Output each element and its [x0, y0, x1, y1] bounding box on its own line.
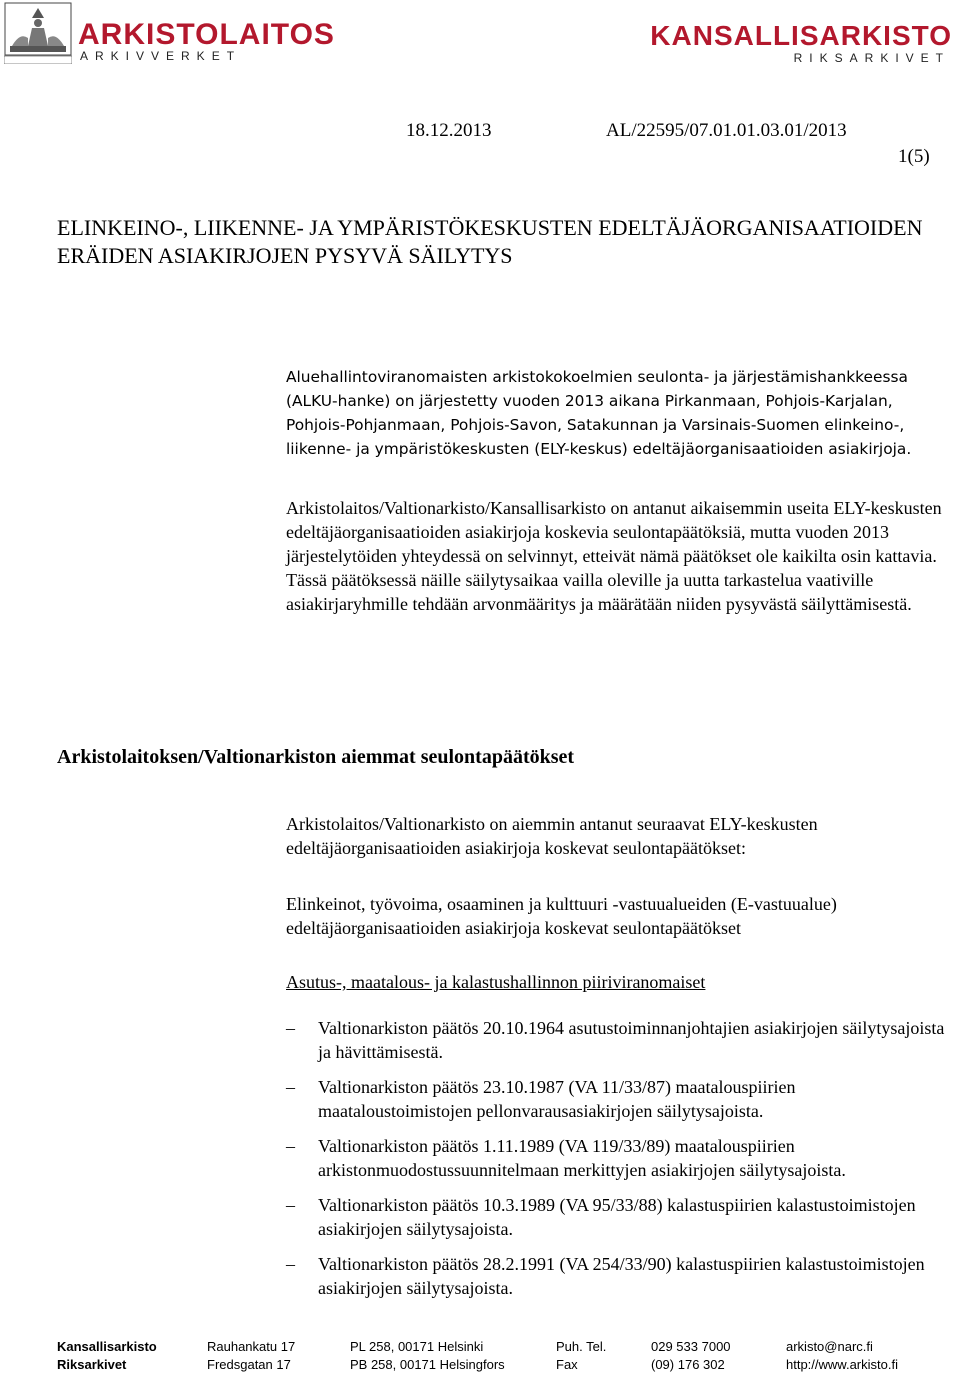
- body-paragraph: Arkistolaitos/Valtionarkisto/Kansallisarkisto on antanut aikaisemmin useita ELY-keskusten edeltäjäorganisaatioiden asiakirjoja koskevia seulontapäätöksiä, mutta vuoden 2013 järjestelytöiden yhteydessä on selvinnyt, etteivät nämä päätökset ole kaikilta osin kattavia. Tässä päätöksessä näille säilytysaikaa vailla oleville ja uutta tarkastelua vaativille asiakirjaryhmille tehdään arvonmääritys ja määrätään niiden pysyvästä säilyttämisestä.: [286, 498, 942, 614]
- footer-street-fi: Rauhankatu 17: [207, 1339, 296, 1354]
- page-number: 1(5): [898, 146, 930, 167]
- footer-email: arkisto@narc.fi: [786, 1339, 873, 1354]
- list-item: [286, 1252, 946, 1300]
- decision-text: Valtionarkiston päätös 28.2.1991 (VA 254/33/90) kalastuspiirien kalastustoimistojen asiakirjojen säilytysajoista.: [318, 1254, 925, 1298]
- decision-text: Valtionarkiston päätös 20.10.1964 asutustoiminnanjohtajien asiakirjojen säilytysajoista ja hävittämisestä.: [318, 1018, 945, 1062]
- intro-paragraph: Aluehallintoviranomaisten arkistokokoelmien seulonta- ja järjestämishankkeessa (ALKU-hanke) on järjestetty vuoden 2013 aikana Pirkanmaan, Pohjois-Karjalan, Pohjois-Pohjanmaan, Pohjois-Savon, Satakunnan ja Varsinais-Suomen elinkeino-, liikenne- ja ympäristökeskusten (ELY-keskus) edeltäjäorganisaatioiden asiakirjoja.: [286, 368, 912, 458]
- footer-phone: 029 533 7000: [651, 1339, 731, 1354]
- authority-heading: Asutus-, maatalous- ja kalastushallinnon piiriviranomaiset: [286, 972, 706, 992]
- decision-text: Valtionarkiston päätös 10.3.1989 (VA 95/33/88) kalastuspiirien kalastustoimistojen asiakirjojen säilytysajoista.: [318, 1195, 916, 1239]
- dash-bullet: –: [286, 1195, 295, 1215]
- footer-street-sv: Fredsgatan 17: [207, 1357, 291, 1372]
- subsection-heading: Elinkeinot, työvoima, osaaminen ja kulttuuri -vastuualueiden (E-vastuualue) edeltäjäorganisaatioiden asiakirjoja koskevat seulontapäätökset: [286, 894, 837, 938]
- dash-bullet: –: [286, 1136, 295, 1156]
- list-item: [286, 1134, 946, 1182]
- archive-seal-icon: [4, 2, 72, 64]
- kansallisarkisto-logo: [650, 20, 956, 66]
- footer-pobox-fi: PL 258, 00171 Helsinki: [350, 1339, 484, 1354]
- page-footer: [0, 1338, 960, 1378]
- document-title: ELINKEINO-, LIIKENNE- JA YMPÄRISTÖKESKUSTEN EDELTÄJÄORGANISAATIOIDEN ERÄIDEN ASIAKIRJOJEN PYSYVÄ SÄILYTYS: [57, 215, 923, 268]
- footer-phone-label: Puh. Tel.: [556, 1339, 607, 1354]
- decision-text: Valtionarkiston päätös 23.10.1987 (VA 11/33/87) maatalouspiirien maataloustoimistojen pellonvarausasiakirjojen säilytysajoista.: [318, 1077, 796, 1121]
- dash-bullet: –: [286, 1018, 295, 1038]
- riksarkivet-wordmark: RIKSARKIVET: [793, 51, 950, 65]
- footer-web: http://www.arkisto.fi: [786, 1357, 898, 1372]
- list-item: [286, 1193, 946, 1241]
- footer-pobox-sv: PB 258, 00171 Helsingfors: [350, 1357, 505, 1372]
- footer-org-sv: Riksarkivet: [57, 1357, 127, 1372]
- footer-fax: (09) 176 302: [651, 1357, 725, 1372]
- document-date: 18.12.2013: [406, 120, 492, 141]
- arkistolaitos-wordmark: ARKISTOLAITOS: [78, 18, 335, 51]
- list-item: [286, 1016, 946, 1064]
- document-reference: AL/22595/07.01.01.03.01/2013: [606, 120, 847, 141]
- section-heading: Arkistolaitoksen/Valtionarkiston aiemmat seulontapäätökset: [57, 746, 575, 768]
- arkistolaitos-logo: [4, 2, 335, 64]
- arkivverket-wordmark: ARKIVVERKET: [80, 49, 242, 63]
- dash-bullet: –: [286, 1077, 295, 1097]
- dash-bullet: –: [286, 1254, 295, 1274]
- decision-text: Valtionarkiston päätös 1.11.1989 (VA 119/33/89) maatalouspiirien arkistonmuodostussuunnitelmaan merkittyjen asiakirjojen säilytysajoista.: [318, 1136, 846, 1180]
- decision-list: [286, 1016, 946, 1311]
- footer-org-fi: Kansallisarkisto: [57, 1339, 157, 1354]
- section-intro: Arkistolaitos/Valtionarkisto on aiemmin antanut seuraavat ELY-keskusten edeltäjäorganisaatioiden asiakirjoja koskevat seulontapäätökset:: [286, 814, 818, 858]
- kansallisarkisto-wordmark: KANSALLISARKISTO: [650, 20, 952, 51]
- footer-fax-label: Fax: [556, 1357, 578, 1372]
- list-item: [286, 1075, 946, 1123]
